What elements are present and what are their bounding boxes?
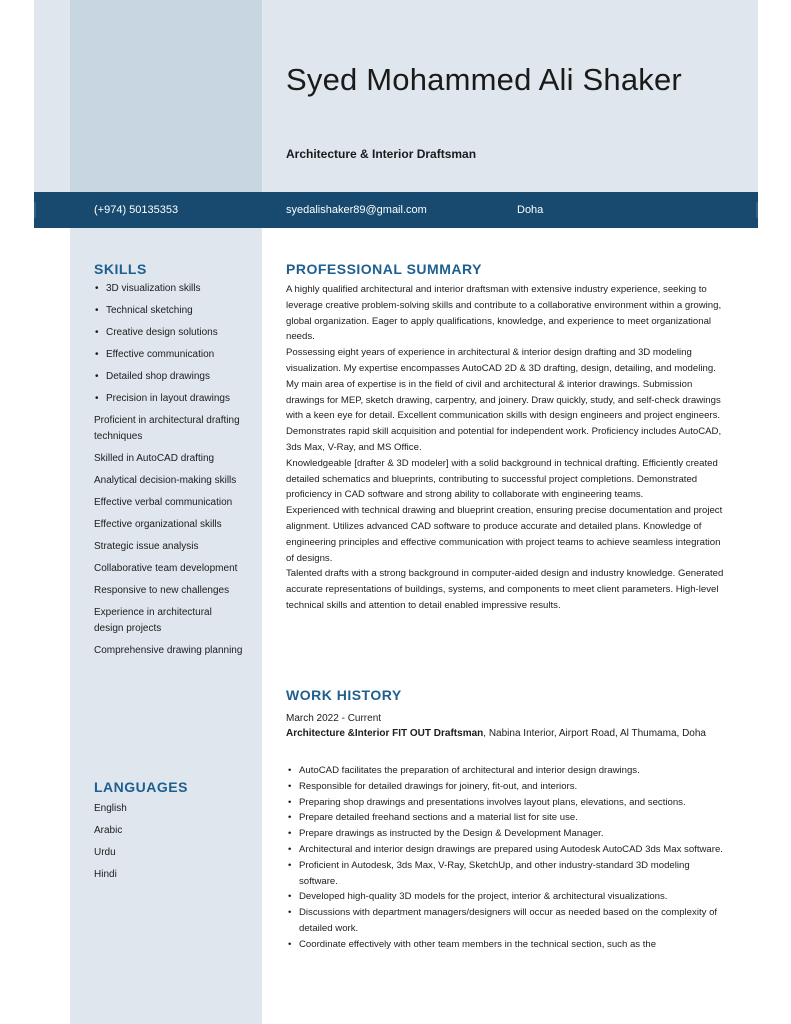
language-item: Arabic [94,825,123,836]
duty-item: • Discussions with department managers/designers will occur as needed based on the complexity of detailed work. [286,905,726,937]
job-company: , Nabina Interior, Airport Road, Al Thumama, Doha [483,728,706,739]
languages-heading: LANGUAGES [94,779,188,795]
bar-notch-right [756,202,758,218]
skill-item: Proficient in architectural drafting techniques [94,415,240,442]
job-position: Architecture &Interior FIT OUT Draftsman [286,728,484,739]
language-item: Hindi [94,869,117,880]
duty-item: • Prepare drawings as instructed by the Design & Development Manager. [286,826,726,842]
skill-item: • Precision in layout drawings [94,391,244,407]
skill-item: Experience in architectural design projects [94,607,212,634]
contact-email[interactable]: syedalishaker89@gmail.com [286,204,427,216]
summary-paragraph: Possessing eight years of experience in architectural & interior design drafting and 3D modeling visualization. My expertise encompasses AutoCAD 2D & 3D drafting, design, detailing, and modeling. My main area of expertise is in the field of civil and architectural & interior drawings. Submission drawings for MEP, sketch drawing, carpentry, and joinery. Draw quickly, study, and self-check drawings with a keen eye for detail. Excellent communication skills with design engineers and project engineers. [286,347,721,422]
work-history-heading: WORK HISTORY [286,687,402,703]
summary-paragraph: A highly qualified architectural and interior draftsman with extensive industry experience, seeking to leverage creative problem-solving skills and contribute to a collaborative environment within a growing, global organization. Eager to apply qualifications, knowledge, and experience to meet organizational needs. [286,284,722,343]
skill-item: • Technical sketching [94,303,244,319]
duty-item: • Responsible for detailed drawings for joinery, fit-out, and interiors. [286,779,726,795]
bar-notch-left [34,202,36,218]
skills-heading: SKILLS [94,261,147,277]
skill-item: Responsive to new challenges [94,585,230,596]
skill-item: • Detailed shop drawings [94,369,244,385]
duty-item: • Preparing shop drawings and presentations involves layout plans, elevations, and sections. [286,795,726,811]
contact-city: Doha [517,204,544,216]
languages-list [94,801,127,889]
skill-item: Effective verbal communication [94,497,233,508]
language-item: English [94,803,127,814]
summary-text [286,282,726,614]
duty-item: • Coordinate effectively with other team members in the technical section, such as the [286,937,726,953]
summary-paragraph: Talented drafts with a strong background in computer-aided design and industry knowledge. Generated accurate representations of buildings, systems, and components to meet client parameters. High-level technical skills and attention to detail enabled impressive results. [286,568,724,611]
candidate-title: Architecture & Interior Draftsman [286,147,477,161]
photo-placeholder [70,0,262,192]
summary-paragraph: Demonstrates rapid skill acquisition and potential for independent work. Proficiency includes AutoCAD, 3ds Max, V-Ray, and MS Office. [286,426,722,453]
duty-item: • Proficient in Autodesk, 3ds Max, V-Ray, SketchUp, and other industry-standard 3D modeling software. [286,858,726,890]
resume-page [34,0,758,1024]
contact-phone: (+974) 50135353 [94,204,179,216]
skill-item: Strategic issue analysis [94,541,199,552]
skill-item: • 3D visualization skills [94,281,244,297]
skill-item: Skilled in AutoCAD drafting [94,453,215,464]
skill-item: • Creative design solutions [94,325,244,341]
duty-item: • Prepare detailed freehand sections and a material list for site use. [286,810,726,826]
job-date: March 2022 - Current [286,713,382,724]
duty-item: • Architectural and interior design drawings are prepared using Autodesk AutoCAD 3ds Max software. [286,842,726,858]
job-title-line [286,726,726,742]
summary-paragraph: Experienced with technical drawing and blueprint creation, ensuring precise documentation and project alignment. Utilizes advanced CAD software to produce accurate and detailed plans. Knowledge of engineering principles and effective communication with project teams to achieve seamless integration of designs. [286,505,723,564]
duty-item: • Developed high-quality 3D models for the project, interior & architectural visualizations. [286,889,726,905]
duty-item: • AutoCAD facilitates the preparation of architectural and interior design drawings. [286,763,726,779]
summary-paragraph: Knowledgeable [drafter & 3D modeler] with a solid background in technical drafting. Efficiently created detailed schematics and blueprints, contributing to successful project completions. Demonstrated proficiency in CAD software and strong ability to collaborate with engineering teams. [286,457,718,501]
skill-item: • Effective communication [94,347,244,363]
skill-item: Effective organizational skills [94,519,222,530]
job-duties-list [286,763,726,953]
skill-item: Analytical decision-making skills [94,475,237,486]
skills-list [94,281,244,665]
skill-item: Comprehensive drawing planning [94,645,243,656]
summary-heading: PROFESSIONAL SUMMARY [286,261,482,277]
language-item: Urdu [94,847,116,858]
skill-item: Collaborative team development [94,563,238,574]
candidate-name: Syed Mohammed Ali Shaker [286,62,682,97]
